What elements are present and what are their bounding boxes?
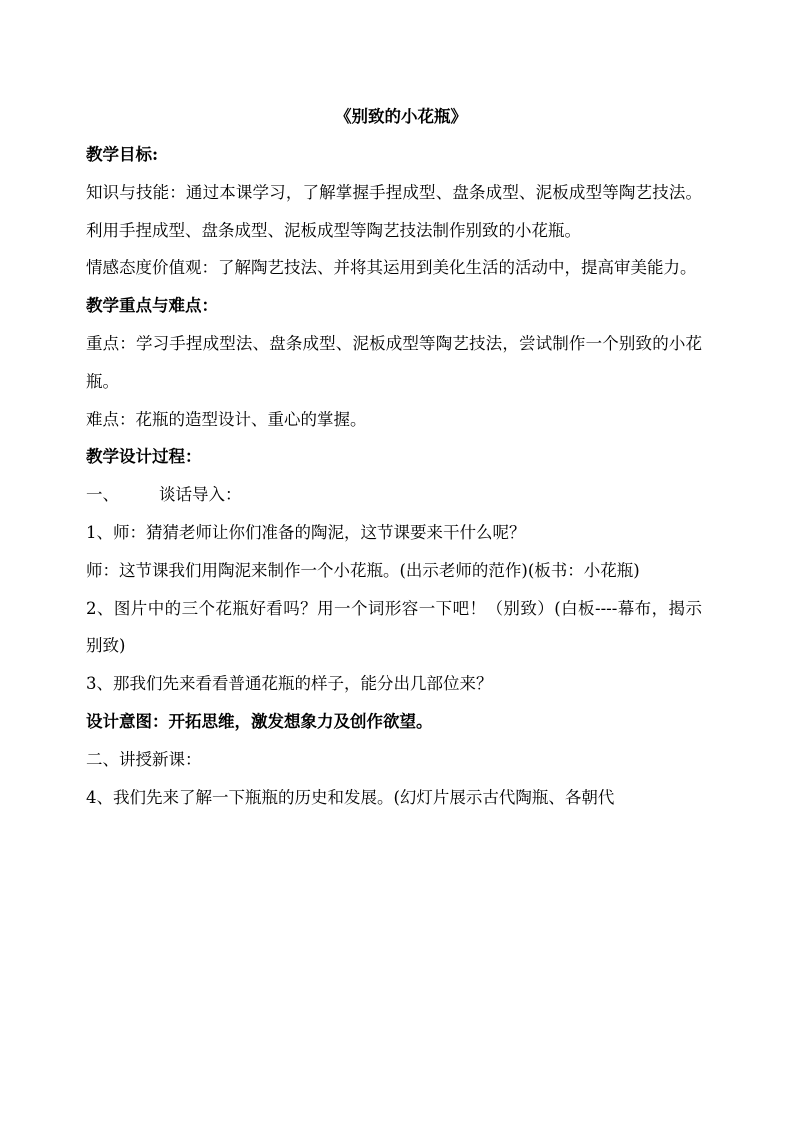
key-point: 重点：学习手捏成型法、盘条成型、泥板成型等陶艺技法，尝试制作一个别致的小花瓶。: [86, 333, 702, 391]
step-1-teacher: 师：这节课我们用陶泥来制作一个小花瓶。(出示老师的范作)(板书：小花瓶): [86, 560, 640, 580]
heading-key-difficult-points: 教学重点与难点：: [86, 296, 218, 316]
goal-emotion-values: 情感态度价值观：了解陶艺技法、并将其运用到美化生活的活动中，提高审美能力。: [86, 258, 697, 278]
document-title: 《别致的小花瓶》: [335, 107, 467, 126]
design-intent: 设计意图：开拓思维，激发想象力及创作欲望。: [86, 711, 433, 731]
document-body: [86, 98, 702, 816]
section-heading-new-lesson: 二、讲授新课：: [86, 749, 202, 769]
step-2: 2、图片中的三个花瓶好看吗？用一个词形容一下吧！（别致）(白板----幕布，揭示别致): [86, 598, 702, 656]
heading-teaching-goals: 教学目标:: [86, 145, 159, 164]
step-4: 4、我们先来了解一下瓶瓶的历史和发展。(幻灯片展示古代陶瓶、各朝代: [86, 787, 615, 807]
step-3: 3、那我们先来看看普通花瓶的样子，能分出几部位来？: [86, 674, 493, 694]
heading-design-process: 教学设计过程：: [86, 447, 202, 467]
section-title: 谈话导入：: [159, 485, 242, 505]
section-number: 一、: [86, 485, 119, 505]
section-heading-intro: [86, 476, 702, 514]
difficult-point: 难点：花瓶的造型设计、重心的掌握。: [86, 409, 367, 429]
step-1: 1、师：猜猜老师让你们准备的陶泥，这节课要来干什么呢？: [86, 522, 526, 542]
goal-knowledge-skills: 知识与技能：通过本课学习，了解掌握手捏成型、盘条成型、泥板成型等陶艺技法。利用手捏成型、盘条成型、泥板成型等陶艺技法制作别致的小花瓶。: [86, 182, 702, 240]
